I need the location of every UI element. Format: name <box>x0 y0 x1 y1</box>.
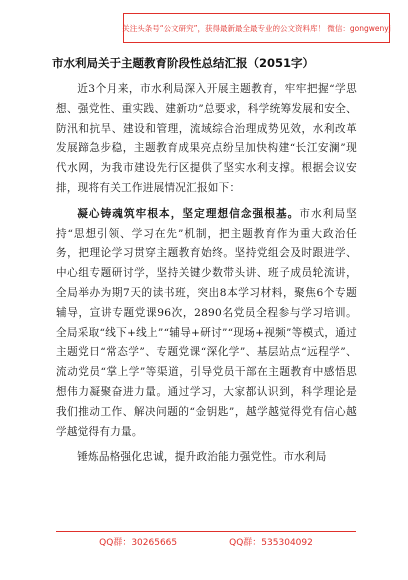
section-paragraph <box>56 205 357 443</box>
section-paragraph-2: 锤炼品格强化忠诚，提升政治能力强党性。市水利局 <box>77 451 327 464</box>
intro-paragraph: 近3个月来，市水利局深入开展主题教育，牢牢把握“学思想、强党性、重实践、建新功”总要求，科学统筹发展和安全、防汛和抗旱、建设和管理，流域综合治理成势见效，水利改革发展蹄急步稳，主题教育成果亮点纷呈加快构建“长江安澜”现代水网，为我市建设先行区提供了坚实水利支撑。根据会议安排，现将有关工作进展情况汇报如下： <box>56 83 357 194</box>
footer <box>56 535 356 548</box>
section-heading-suffix: 市水利局 <box>299 207 347 220</box>
footer-qq-group-2: QQ群：535304092 <box>229 538 313 548</box>
document-title: 市水利局关于主题教育阶段性总结汇报（2051字） <box>52 56 315 70</box>
document-body <box>56 80 357 468</box>
promo-banner-text: 关注头条号“公文研究”，获得最新最全最专业的公文资料库！ 微信：gongwenyj <box>122 23 391 33</box>
footer-divider <box>56 531 356 532</box>
section-body: 坚持“思想引领、学习在先”机制，把主题教育作为重大政治任务，把理论学习贯穿主题教育始终。坚持党组会及时跟进学、中心组专题研讨学，坚持关键少数带头讲、班子成员轮流讲，全局举办为期7天的读书班，突出8本学习材料，聚焦6个专题辅导，宣讲专题党课96次，2890名党员全程参与学习培训。全局采取“线下+线上”“辅导+研讨”“现场+视频”等模式，通过主题党日“常态学”、专题党课“深化学”、基层站点“远程学”、流动党员“掌上学”等渠道，引导党员干部在主题教育中感悟思想伟力凝聚奋进力量。通过学习，大家都认识到，科学理论是我们推动工作、解决问题的“金钥匙”，越学越觉得党有信心越学越觉得有力量。 <box>56 207 358 438</box>
promo-banner <box>123 13 390 43</box>
footer-qq-group-1: QQ群：30265665 <box>99 538 178 548</box>
section-heading: 凝心铸魂筑牢根本，坚定理想信念强根基。 <box>77 207 300 220</box>
